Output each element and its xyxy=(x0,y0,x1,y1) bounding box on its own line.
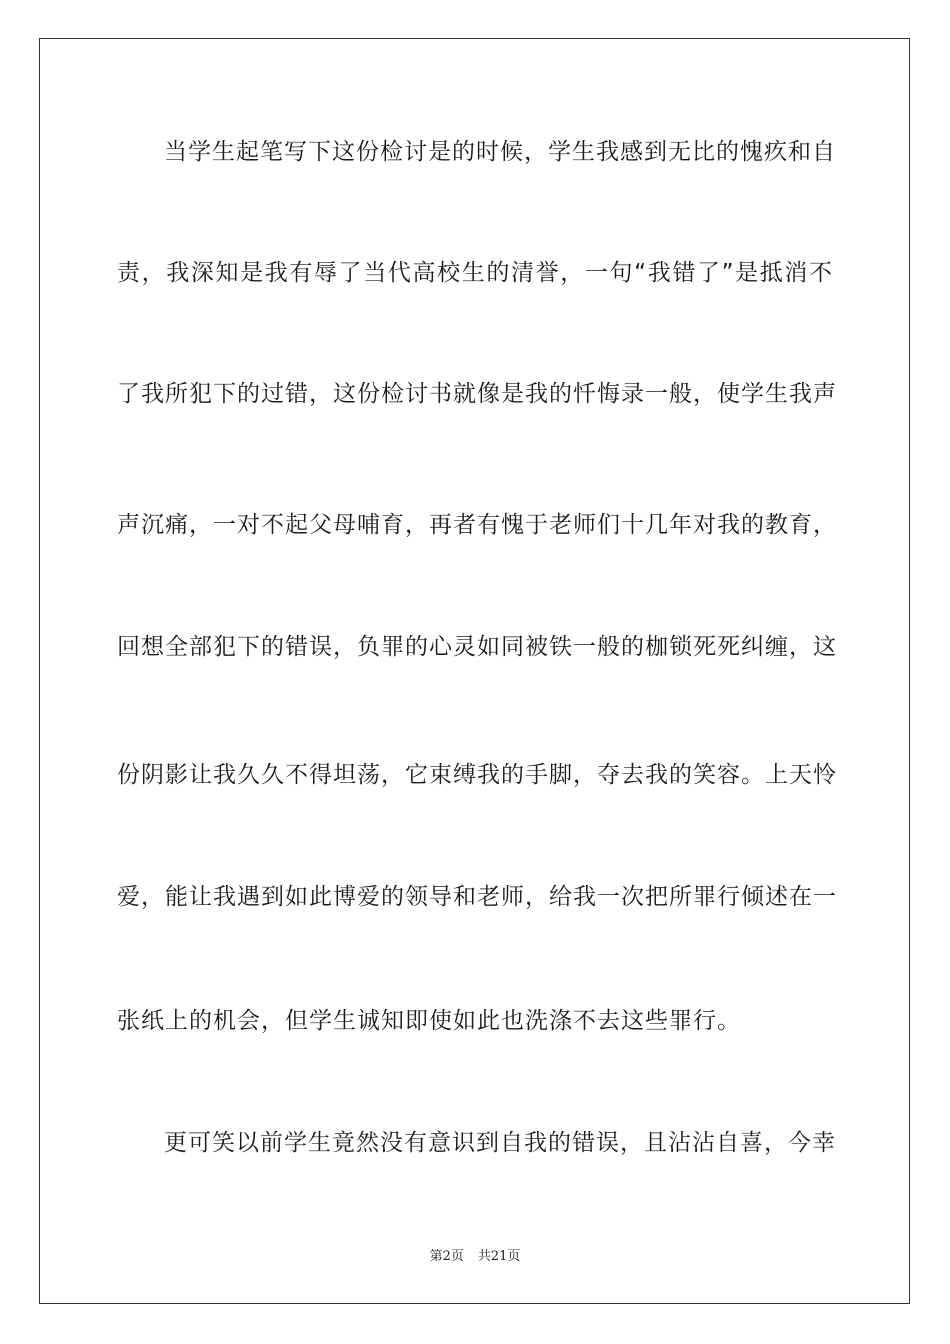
current-page-label: 第2页 xyxy=(429,1249,464,1264)
total-pages-label: 共21页 xyxy=(477,1249,521,1264)
paragraph-line: 更可笑以前学生竟然没有意识到自我的错误，且沾沾自喜，今幸 xyxy=(164,1130,836,1156)
paragraph-line: 了我所犯下的过错，这份检讨书就像是我的忏悔录一般，使学生我声 xyxy=(117,381,837,407)
paragraph-line: 张纸上的机会，但学生诚知即使如此也洗涤不去这些罪行。 xyxy=(117,1008,741,1034)
paragraph-line: 回想全部犯下的错误，负罪的心灵如同被铁一般的枷锁死死纠缠，这 xyxy=(117,634,837,660)
page-footer xyxy=(0,1249,950,1265)
paragraph-line: 份阴影让我久久不得坦荡，它束缚我的手脚，夺去我的笑容。上天怜 xyxy=(117,762,837,788)
paragraph-line: 责，我深知是我有辱了当代高校生的清誉，一句“我错了”是抵消不 xyxy=(117,260,833,286)
paragraph-line: 爱，能让我遇到如此博爱的领导和老师，给我一次把所罪行倾述在一 xyxy=(117,884,837,910)
paragraph-line: 声沉痛，一对不起父母哺育，再者有愧于老师们十几年对我的教育， xyxy=(117,512,837,538)
page-frame xyxy=(39,38,910,1304)
paragraph-line: 当学生起笔写下这份检讨是的时候，学生我感到无比的愧疚和自 xyxy=(164,139,836,165)
